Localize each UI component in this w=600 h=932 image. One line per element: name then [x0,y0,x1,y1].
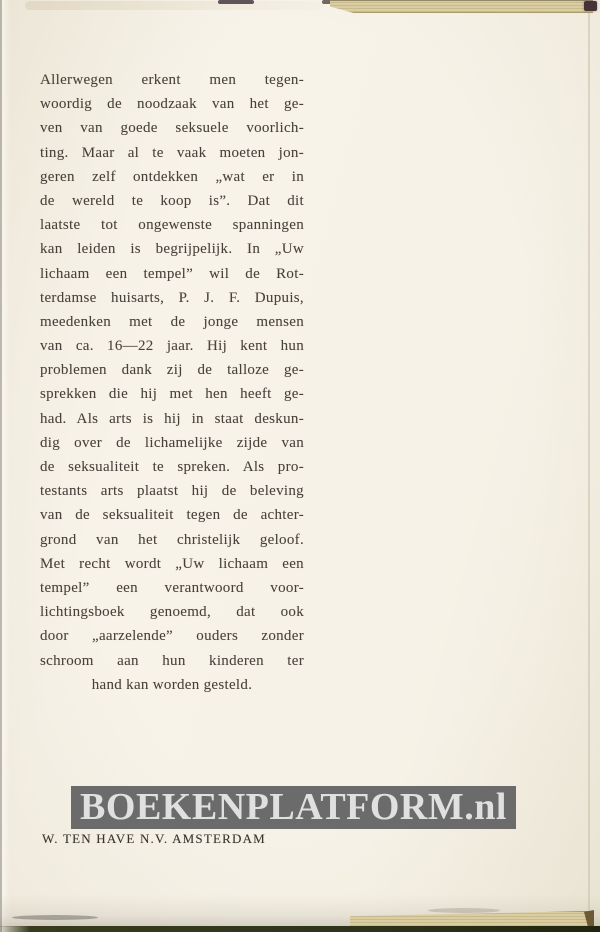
flap-text-line: woordig de noodzaak van het ge- [40,96,304,113]
flap-text-line: geren zelf ontdekken „wat er in [40,168,304,185]
flap-text-line: tempel” een verantwoord voor- [40,579,304,596]
left-edge-highlight [2,0,10,932]
flap-text-line: sprekken die hij met hen heeft ge- [40,386,304,403]
flap-text-line: kan leiden is begrijpelijk. In „Uw [40,241,304,258]
flap-text-line: schroom aan hun kinderen ter [40,652,304,669]
flap-description-text [40,68,304,697]
flap-text-line: van ca. 16—22 jaar. Hij kent hun [40,338,304,355]
bottom-left-smudge [12,915,98,920]
right-edge-line [588,12,590,910]
flap-text-line: meedenken met de jonge mensen [40,313,304,330]
top-paper-streak [25,1,325,10]
flap-text-line-last: hand kan worden gesteld. [91,676,253,693]
publisher-line: W. TEN HAVE N.V. AMSTERDAM [42,831,266,846]
flap-text-line: lichaam een tempel” wil de Rot- [40,265,304,282]
flap-text-line: had. Als arts is hij in staat deskun- [40,410,304,427]
flap-text-line: testants arts plaatst hij de beleving [40,483,304,500]
flap-text-line: grond van het christelijk geloof. [40,531,304,548]
top-cloth-spine-strip [330,0,593,13]
watermark-band [71,786,516,829]
flap-text-line: de wereld te koop is”. Dat dit [40,192,304,209]
top-right-corner-blob [584,1,597,11]
flap-text-line: Met recht wordt „Uw lichaam een [40,555,304,572]
flap-text-line: terdamse huisarts, P. J. F. Dupuis, [40,289,304,306]
flap-text-line: ven van goede seksuele voorlich- [40,120,304,137]
flap-text-line: dig over de lichamelijke zijde van [40,434,304,451]
flap-text-line: laatste tot ongewenste spanningen [40,217,304,234]
watermark-text: BOEKENPLATFORM.nl [80,786,507,828]
flap-text-line: problemen dank zij de talloze ge- [40,362,304,379]
flap-text-line: lichtingsboek genoemd, dat ook [40,604,304,621]
flap-text-line: Allerwegen erkent men tegen- [40,72,304,88]
flap-text-line: van de seksualiteit tegen de achter- [40,507,304,524]
top-ink-smudge [218,0,254,4]
bottom-board-edge-strip [0,926,600,932]
bottom-middle-smudge [428,908,500,913]
flap-text-line: door „aarzelende” ouders zonder [40,628,304,645]
flap-text-line: ting. Maar al te vaak moeten jon- [40,144,304,161]
flap-text-line: de seksualiteit te spreken. Als pro- [40,459,304,475]
